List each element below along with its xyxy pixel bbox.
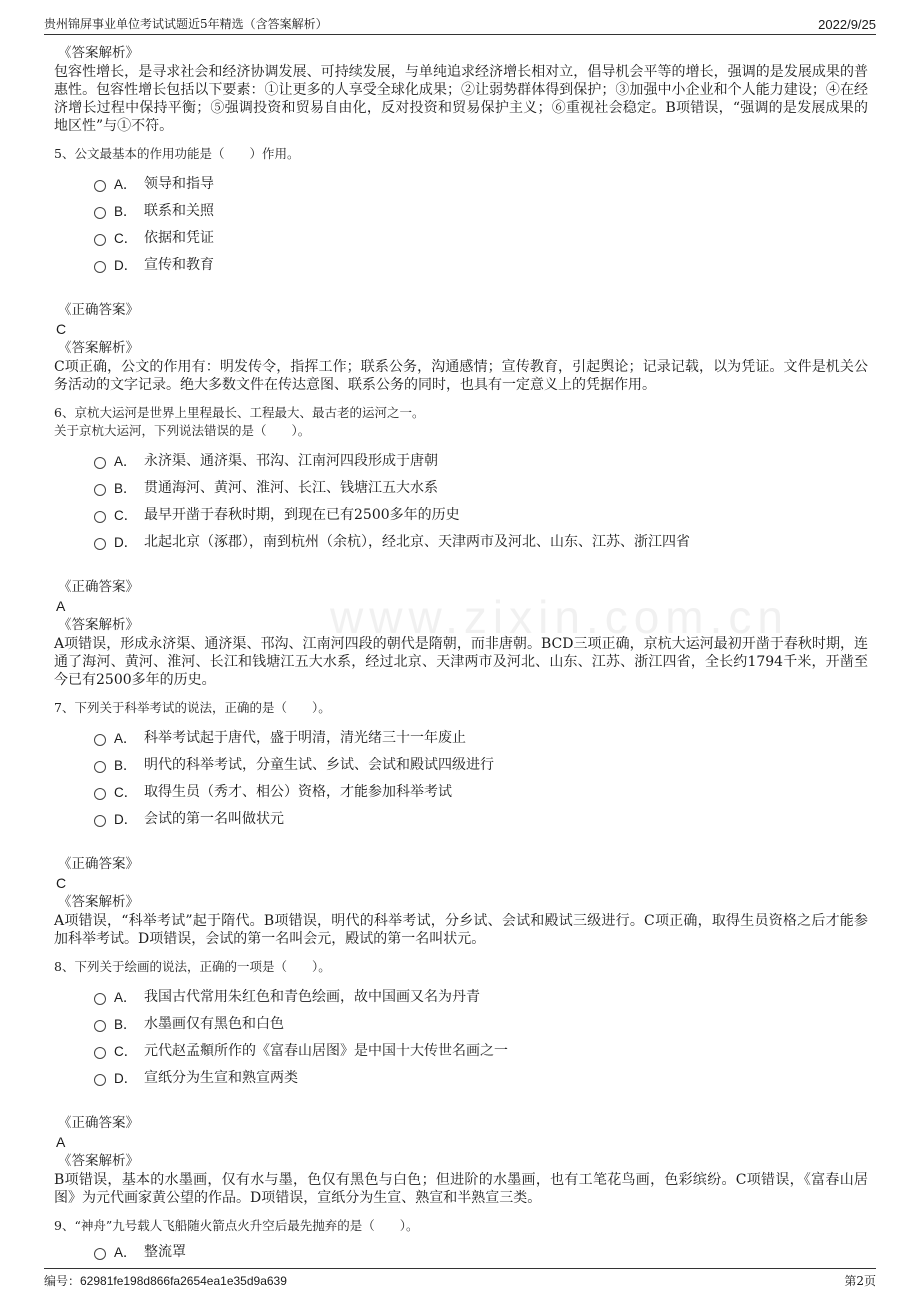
radio-icon[interactable] xyxy=(94,993,106,1005)
option-b[interactable]: B． 贯通海河、黄河、淮河、长江、钱塘江五大水系 xyxy=(94,473,868,500)
correct-answer-label: 《正确答案》 xyxy=(58,302,139,318)
analysis-label: 《答案解析》 xyxy=(58,340,139,356)
correct-answer-label: 《正确答案》 xyxy=(58,579,139,595)
analysis-text: A项错误，“科举考试”起于隋代。B项错误，明代的科举考试，分乡试、会试和殿试三级进行。C项正确，取得生员资格之后才能参加科举考试。D项错误，会试的第一名叫会元，殿试的第一名叫状元。 xyxy=(54,913,868,947)
correct-answer-label: 《正确答案》 xyxy=(58,856,139,872)
correct-answer-label: 《正确答案》 xyxy=(58,1115,139,1131)
document-code: 编号：62981fe198d866fa2654ea1e35d9a639 xyxy=(44,1274,287,1288)
radio-icon[interactable] xyxy=(94,180,106,192)
radio-icon[interactable] xyxy=(94,511,106,523)
question-subtitle: 关于京杭大运河，下列说法错误的是（ ）。 xyxy=(54,423,311,438)
document-title: 贵州锦屏事业单位考试试题近5年精选（含答案解析） xyxy=(44,17,328,31)
option-d[interactable]: D． 北起北京（涿郡），南到杭州（余杭），经北京、天津两市及河北、山东、江苏、浙江四省 xyxy=(94,527,868,554)
correct-answer: C xyxy=(56,875,67,891)
analysis-label: 《答案解析》 xyxy=(58,617,139,633)
radio-icon[interactable] xyxy=(94,734,106,746)
analysis-text: C项正确，公文的作用有：明发传令，指挥工作；联系公务，沟通感情；宣传教育，引起舆论；记录记载，以为凭证。文件是机关公务活动的文字记录。绝大多数文件在传达意图、联系公务的同时，也具有一定意义上的凭据作用。 xyxy=(54,359,868,393)
correct-answer: C xyxy=(56,321,67,337)
option-d[interactable]: D． 宣纸分为生宣和熟宣两类 xyxy=(94,1063,868,1090)
document-date: 2022/9/25 xyxy=(818,17,876,32)
analysis-text: B项错误，基本的水墨画，仅有水与墨，色仅有黑色与白色；但进阶的水墨画，也有工笔花鸟画，色彩缤纷。C项错误，《富春山居图》为元代画家黄公望的作品。D项错误，宣纸分为生宣、熟宣和半熟宣三类。 xyxy=(54,1172,868,1206)
option-list xyxy=(94,982,868,1090)
page-number: 第2页 xyxy=(844,1274,876,1288)
radio-icon[interactable] xyxy=(94,207,106,219)
option-a[interactable]: A． 我国古代常用朱红色和青色绘画，故中国画又名为丹青 xyxy=(94,982,868,1009)
option-d[interactable]: D． 会试的第一名叫做状元 xyxy=(94,804,868,831)
analysis-block xyxy=(54,44,868,135)
radio-icon[interactable] xyxy=(94,1248,106,1260)
analysis-label: 《答案解析》 xyxy=(58,45,139,61)
option-list xyxy=(94,1237,868,1264)
option-d[interactable]: D． 宣传和教育 xyxy=(94,250,868,277)
radio-icon[interactable] xyxy=(94,484,106,496)
option-list xyxy=(94,446,868,554)
page-header xyxy=(44,10,876,35)
radio-icon[interactable] xyxy=(94,815,106,827)
question-5 xyxy=(54,145,868,394)
analysis-text: A项错误，形成永济渠、通济渠、邗沟、江南河四段的朝代是隋朝，而非唐朝。BCD三项正确，京杭大运河最初开凿于春秋时期，连通了海河、黄河、淮河、长江和钱塘江五大水系，经过北京、天津两市及河北、山东、江苏、浙江四省，全长约1794千米，开凿至今已有2500多年的历史。 xyxy=(54,636,868,688)
option-a[interactable]: A． 科举考试起于唐代，盛于明清，清光绪三十一年废止 xyxy=(94,723,868,750)
option-a[interactable]: A． 领导和指导 xyxy=(94,169,868,196)
question-6 xyxy=(54,404,868,689)
analysis-label: 《答案解析》 xyxy=(58,894,139,910)
radio-icon[interactable] xyxy=(94,538,106,550)
radio-icon[interactable] xyxy=(94,1020,106,1032)
option-c[interactable]: C． 依据和凭证 xyxy=(94,223,868,250)
option-a[interactable]: A． 整流罩 xyxy=(94,1237,868,1264)
page-footer xyxy=(44,1268,876,1294)
question-title: 5、公文最基本的作用功能是（ ）作用。 xyxy=(54,146,300,161)
correct-answer: A xyxy=(56,1134,66,1150)
question-title: 7、下列关于科举考试的说法，正确的是（ ）。 xyxy=(54,700,331,715)
analysis-text: 包容性增长，是寻求社会和经济协调发展、可持续发展，与单纯追求经济增长相对立，倡导机会平等的增长，强调的是发展成果的普惠性。包容性增长包括以下要素：①让更多的人享受全球化成果；②让弱势群体得到保护；③加强中小企业和个人能力建设；④在经济增长过程中保持平衡；⑤强调投资和贸易自由化，反对投资和贸易保护主义；⑥重视社会稳定。B项错误，“强调的是发展成果的地区性”与①不符。 xyxy=(54,64,868,134)
question-title: 8、下列关于绘画的说法，正确的一项是（ ）。 xyxy=(54,959,331,974)
question-8 xyxy=(54,958,868,1207)
option-c[interactable]: C． 最早开凿于春秋时期，到现在已有2500多年的历史 xyxy=(94,500,868,527)
radio-icon[interactable] xyxy=(94,1074,106,1086)
radio-icon[interactable] xyxy=(94,788,106,800)
question-title: 9、“神舟”九号载人飞船随火箭点火升空后最先抛弃的是（ ）。 xyxy=(54,1218,419,1233)
option-c[interactable]: C． 取得生员（秀才、相公）资格，才能参加科举考试 xyxy=(94,777,868,804)
question-9 xyxy=(54,1217,868,1264)
option-a[interactable]: A． 永济渠、通济渠、邗沟、江南河四段形成于唐朝 xyxy=(94,446,868,473)
option-c[interactable]: C． 元代赵孟頫所作的《富春山居图》是中国十大传世名画之一 xyxy=(94,1036,868,1063)
analysis-label: 《答案解析》 xyxy=(58,1153,139,1169)
option-b[interactable]: B． 明代的科举考试，分童生试、乡试、会试和殿试四级进行 xyxy=(94,750,868,777)
radio-icon[interactable] xyxy=(94,261,106,273)
option-b[interactable]: B． 联系和关照 xyxy=(94,196,868,223)
question-7 xyxy=(54,699,868,948)
correct-answer: A xyxy=(56,598,66,614)
radio-icon[interactable] xyxy=(94,457,106,469)
radio-icon[interactable] xyxy=(94,761,106,773)
radio-icon[interactable] xyxy=(94,1047,106,1059)
document-body xyxy=(54,44,868,1264)
question-title: 6、京杭大运河是世界上里程最长、工程最大、最古老的运河之一。 xyxy=(54,405,425,420)
radio-icon[interactable] xyxy=(94,234,106,246)
option-b[interactable]: B． 水墨画仅有黑色和白色 xyxy=(94,1009,868,1036)
option-list xyxy=(94,169,868,277)
option-list xyxy=(94,723,868,831)
watermark: www.zixin.com.cn xyxy=(330,591,789,643)
